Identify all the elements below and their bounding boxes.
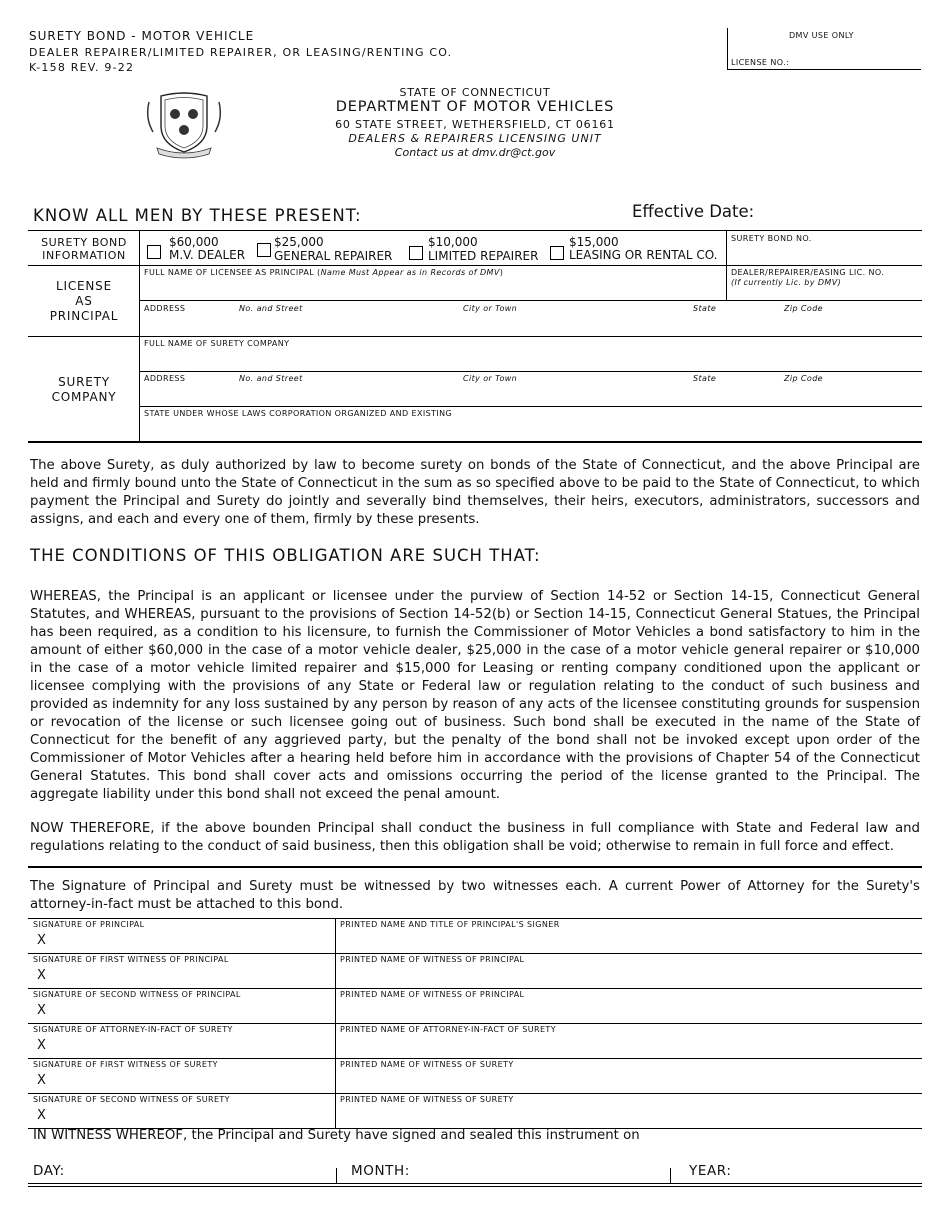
printed-name-input[interactable] (337, 1035, 919, 1057)
department-address: 60 STATE STREET, WETHERSFIELD, CT 06161 (335, 118, 615, 131)
bond-no-label: SURETY BOND NO. (731, 234, 812, 243)
limited-repairer-amount: $10,000 (428, 235, 478, 249)
signature-label: SIGNATURE OF SECOND WITNESS OF PRINCIPAL (33, 990, 241, 999)
surety-label-line2: COMPANY (51, 390, 117, 404)
form-subtitle: DEALER REPAIRER/LIMITED REPAIRER, OR LEASING/RENTING CO. (29, 46, 453, 59)
surety-name-input[interactable] (141, 350, 921, 370)
principal-street-label: No. and Street (239, 304, 303, 313)
department-name: DEPARTMENT OF MOTOR VEHICLES (335, 99, 615, 115)
bond-paragraph: The above Surety, as duly authorized by law to become surety on bonds of the State of Connecticut, and the above Principal are held and firmly bound unto the State of Connecticut in the sum as so specified above to be paid to the State of Connecticut, to which payment the Principal and Surety do jointly and severally bind themselves, their heirs, executors, administrators, successors and assigns, and each and every one of them, firmly by these presents. (30, 458, 920, 527)
surety-label-line1: SURETY (58, 375, 110, 389)
lic-no-label: DEALER/REPAIRER/EASING LIC. NO. (731, 268, 885, 277)
witness-note: The Signature of Principal and Surety must be witnessed by two witnesses each. A current Power of Attorney for the Surety's attorney-in-fact must be attached to this bond. (30, 879, 920, 912)
principal-address-label: ADDRESS (144, 304, 186, 313)
mv-dealer-amount: $60,000 (169, 235, 219, 249)
day-label: DAY: (33, 1163, 65, 1179)
principal-label-line3: PRINCIPAL (49, 309, 119, 323)
state-laws-label: STATE UNDER WHOSE LAWS CORPORATION ORGANIZED AND EXISTING (144, 409, 453, 418)
surety-name-label: FULL NAME OF SURETY COMPANY (144, 339, 290, 348)
printed-name-label: PRINTED NAME OF WITNESS OF SURETY (340, 1095, 514, 1104)
principal-name-label (144, 268, 503, 277)
printed-name-input[interactable] (337, 1105, 919, 1127)
principal-name-label-text: FULL NAME OF LICENSEE AS PRINCIPAL ( (144, 268, 321, 277)
dmv-use-only: DMV USE ONLY (789, 31, 854, 40)
surety-zip-label: Zip Code (784, 374, 824, 383)
printed-name-label: PRINTED NAME AND TITLE OF PRINCIPAL'S SIGNER (340, 920, 560, 929)
signature-x-mark: X (37, 933, 46, 948)
printed-name-label: PRINTED NAME OF WITNESS OF PRINCIPAL (340, 955, 525, 964)
printed-name-input[interactable] (337, 1000, 919, 1022)
signature-input[interactable] (52, 930, 332, 952)
bond-no-input[interactable] (727, 245, 921, 264)
signature-x-mark: X (37, 1038, 46, 1053)
mv-dealer-label: M.V. DEALER (169, 248, 246, 262)
year-input[interactable] (742, 1160, 920, 1182)
printed-name-input[interactable] (337, 1070, 919, 1092)
signature-input[interactable] (52, 1105, 332, 1127)
signature-label: SIGNATURE OF FIRST WITNESS OF SURETY (33, 1060, 218, 1069)
day-input[interactable] (80, 1160, 332, 1182)
general-repairer-checkbox[interactable] (257, 243, 271, 257)
signature-x-mark: X (37, 968, 46, 983)
principal-name-close: ) (499, 268, 504, 277)
principal-label-line2: AS (75, 294, 93, 308)
printed-name-input[interactable] (337, 930, 919, 952)
effective-date-label: Effective Date: (632, 202, 755, 221)
now-therefore-paragraph: NOW THEREFORE, if the above bounden Principal shall conduct the business in full compliance with State and Federal law and regulations relating to the conduct of said business, then this obligation shall be void; otherwise to remain in full force and effect. (30, 821, 920, 854)
state-name: STATE OF CONNECTICUT (399, 86, 551, 99)
signature-input[interactable] (52, 1035, 332, 1057)
license-no-label: LICENSE NO.: (731, 58, 790, 67)
mv-dealer-checkbox[interactable] (147, 245, 161, 259)
month-input[interactable] (418, 1160, 668, 1182)
limited-repairer-label: LIMITED REPAIRER (428, 249, 539, 263)
limited-repairer-checkbox[interactable] (409, 246, 423, 260)
principal-name-note: Name Must Appear as in Records of DMV (320, 268, 500, 277)
year-label: YEAR: (689, 1163, 732, 1179)
leasing-rental-label: LEASING OR RENTAL CO. (569, 248, 718, 262)
principal-city-label: City or Town (463, 304, 518, 313)
form-title: SURETY BOND - MOTOR VEHICLE (29, 29, 255, 43)
conditions-heading: THE CONDITIONS OF THIS OBLIGATION ARE SUCH THAT: (30, 546, 541, 565)
signature-label: SIGNATURE OF ATTORNEY-IN-FACT OF SURETY (33, 1025, 233, 1034)
principal-label-line1: LICENSE (56, 279, 112, 293)
surety-street-label: No. and Street (239, 374, 303, 383)
signature-x-mark: X (37, 1073, 46, 1088)
surety-state-label: State (693, 374, 717, 383)
surety-address-input[interactable] (141, 385, 921, 405)
surety-address-label: ADDRESS (144, 374, 186, 383)
principal-state-label: State (693, 304, 717, 313)
know-all-heading: KNOW ALL MEN BY THESE PRESENT: (33, 206, 362, 225)
in-witness-text: IN WITNESS WHEREOF, the Principal and Surety have signed and sealed this instrument on (33, 1128, 640, 1143)
principal-address-input[interactable] (141, 315, 921, 335)
printed-name-label: PRINTED NAME OF WITNESS OF PRINCIPAL (340, 990, 525, 999)
signature-label: SIGNATURE OF SECOND WITNESS OF SURETY (33, 1095, 230, 1104)
signature-input[interactable] (52, 1000, 332, 1022)
printed-name-input[interactable] (337, 965, 919, 987)
printed-name-label: PRINTED NAME OF ATTORNEY-IN-FACT OF SURETY (340, 1025, 556, 1034)
bond-info-label: SURETY BOND INFORMATION (41, 236, 127, 262)
signature-input[interactable] (52, 1070, 332, 1092)
month-label: MONTH: (351, 1163, 410, 1179)
whereas-paragraph: WHEREAS, the Principal is an applicant or licensee under the purview of Section 14-52 or Section 14-15, Connecticut General Statutes, and WHEREAS, pursuant to the provisions of Section 14-52(b) or Section 14-15, Connecticut General Statues, the Principal has been required, as a condition to his licensure, to furnish the Commissioner of Motor Vehicles a bond satisfactory to him in the amount of either $60,000 in the case of a motor vehicle dealer, $25,000 in the case of a motor vehicle general repairer or $10,000 in the case of a motor vehicle limited repairer and $15,000 for Leasing or renting company conditioned upon the applicant or licensee complying with the provisions of any State or Federal law or regulation relating to the conduct of such business and provided as indemnity for any loss sustained by any person by reason of any acts of the licensee constituting grounds for suspension or revocation of the license or such licensee going out of business. Such bond shall be executed in the name of the State of Connecticut for the benefit of any aggrieved party, but the penalty of the bond shall not be invoked except upon order of the Commissioner of Motor Vehicles after a hearing held before him in accordance with the provisions of Chapter 54 of the Connecticut General Statutes. This bond shall cover acts and omissions occurring the period of the license granted to the Principal. The aggregate liability under this bond shall not exceed the penal amount. (30, 589, 920, 802)
signature-label: SIGNATURE OF PRINCIPAL (33, 920, 145, 929)
printed-name-label: PRINTED NAME OF WITNESS OF SURETY (340, 1060, 514, 1069)
state-laws-input[interactable] (141, 420, 921, 440)
connecticut-seal-icon (143, 88, 225, 160)
signature-input[interactable] (52, 965, 332, 987)
principal-name-input[interactable] (141, 279, 725, 299)
signature-x-mark: X (37, 1108, 46, 1123)
form-number: K-158 REV. 9-22 (29, 61, 135, 74)
principal-zip-label: Zip Code (784, 304, 824, 313)
surety-section-label (30, 375, 138, 405)
licensing-unit: DEALERS & REPAIRERS LICENSING UNIT (348, 132, 602, 145)
lic-no-note: (If currently Lic. by DMV) (731, 278, 842, 287)
lic-no-input[interactable] (727, 288, 921, 300)
signature-label: SIGNATURE OF FIRST WITNESS OF PRINCIPAL (33, 955, 229, 964)
surety-city-label: City or Town (463, 374, 518, 383)
signature-x-mark: X (37, 1003, 46, 1018)
principal-section-label (30, 279, 138, 324)
general-repairer-amount: $25,000 (274, 235, 324, 249)
leasing-rental-amount: $15,000 (569, 235, 619, 249)
general-repairer-label: GENERAL REPAIRER (274, 249, 393, 263)
contact-email: Contact us at dmv.dr@ct.gov (394, 146, 556, 159)
leasing-rental-checkbox[interactable] (550, 246, 564, 260)
